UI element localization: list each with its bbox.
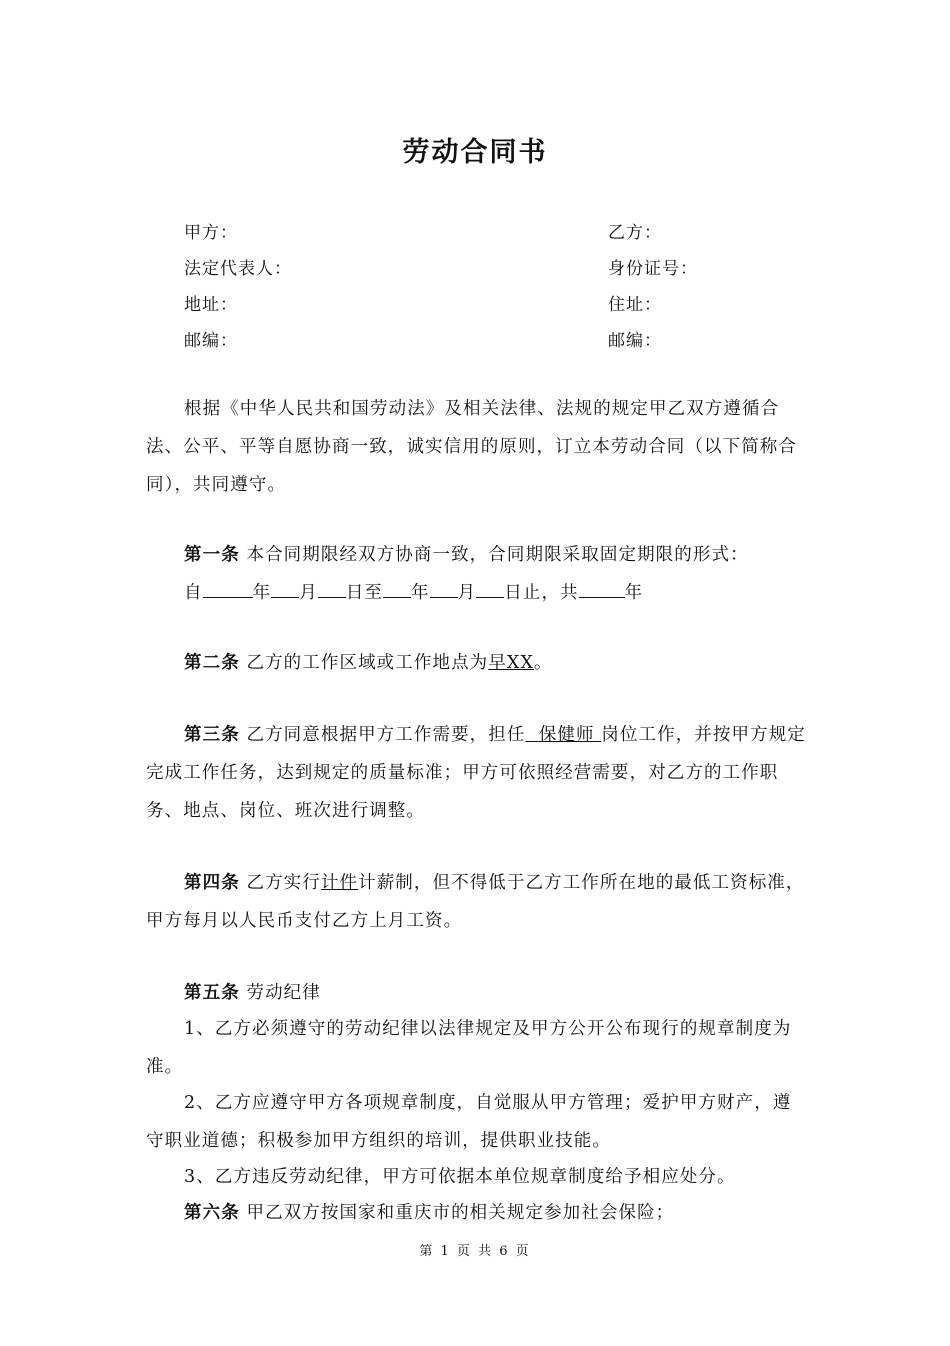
article-5-heading-text: 劳动纪律	[246, 983, 321, 1003]
period-year-total: 年	[624, 583, 644, 603]
article-3-label: 第三条	[184, 725, 240, 745]
article-4-label: 第四条	[184, 873, 240, 893]
position-text: 保健师	[538, 725, 595, 745]
article-6-text: 甲乙双方按国家和重庆市的相关规定参加社会保险；	[246, 1203, 675, 1223]
article-2-text: 乙方的工作区域或工作地点为	[246, 653, 489, 673]
article-1-text: 本合同期限经双方协商一致，合同期限采取固定期限的形式：	[246, 545, 749, 565]
period-from: 自	[184, 583, 203, 603]
day-blank[interactable]	[318, 581, 346, 598]
party-b-address-label: 住址：	[608, 295, 662, 315]
day-blank[interactable]	[476, 581, 504, 598]
article-1-label: 第一条	[184, 545, 240, 565]
party-a-address-label: 地址：	[184, 295, 238, 315]
article-4	[146, 864, 810, 940]
article-2	[146, 644, 810, 682]
party-a-rep-label: 法定代表人：	[184, 259, 292, 279]
period-month1: 月	[299, 583, 318, 603]
party-b-id-label: 身份证号：	[608, 259, 698, 279]
pay-type-value: 计件	[320, 873, 359, 893]
period-day-to: 日至	[345, 583, 384, 603]
position-value	[525, 725, 601, 745]
article-3-text-after: 岗位工作，并按甲方规定完成工作任务，达到规定的质量标准；甲方可依照经营需要，对乙方的工作职务、地点、岗位、班次进行调整。	[146, 725, 806, 821]
article-3-text-before: 乙方同意根据甲方工作需要，担任	[246, 725, 526, 745]
party-a-postcode-label: 邮编：	[184, 331, 238, 351]
party-a-name-label: 甲方：	[184, 223, 238, 243]
article-1	[146, 536, 810, 574]
period-year1: 年	[252, 583, 272, 603]
article-5-item-1: 1、乙方必须遵守的劳动纪律以法律规定及甲方公开公布现行的规章制度为准。	[146, 1019, 792, 1077]
year-blank[interactable]	[383, 581, 411, 598]
period-month2: 月	[457, 583, 477, 603]
preamble: 根据《中华人民共和国劳动法》及相关法律、法规的规定甲乙双方遵循合法、公平、平等自愿协商一致，诚实信用的原则，订立本劳动合同（以下简称合同），共同遵守。	[146, 399, 797, 495]
period-year2: 年	[411, 583, 430, 603]
article-2-end: 。	[534, 653, 553, 673]
article-3	[146, 716, 810, 830]
year-total-blank[interactable]	[579, 581, 625, 598]
article-4-text-before: 乙方实行	[246, 873, 321, 893]
article-1-period	[146, 574, 810, 612]
document-title: 劳动合同书	[402, 137, 548, 168]
year-blank[interactable]	[203, 581, 253, 598]
period-day-end: 日止，共	[504, 583, 579, 603]
page-footer: 第 1 页 共 6 页	[419, 1244, 531, 1259]
article-6	[146, 1194, 810, 1232]
article-5-item-2: 2、乙方应遵守甲方各项规章制度，自觉服从甲方管理；爱护甲方财产，遵守职业道德；积极参加甲方组织的培训，提供职业技能。	[146, 1093, 792, 1151]
month-blank[interactable]	[430, 581, 458, 598]
article-5-item-3: 3、乙方违反劳动纪律，甲方可依据本单位规章制度给予相应处分。	[184, 1167, 736, 1187]
party-b-postcode-label: 邮编：	[608, 331, 662, 351]
article-5-heading	[146, 974, 810, 1012]
party-b-name-label: 乙方：	[608, 223, 662, 243]
article-5-label: 第五条	[184, 983, 240, 1003]
article-2-label: 第二条	[184, 653, 240, 673]
article-4-text-after: 计薪制，但不得低于乙方工作所在地的最低工资标准，甲方每月以人民币支付乙方上月工资。	[146, 873, 805, 931]
month-blank[interactable]	[271, 581, 299, 598]
article-6-label: 第六条	[184, 1203, 240, 1223]
work-place-value: 早XX	[488, 653, 535, 673]
